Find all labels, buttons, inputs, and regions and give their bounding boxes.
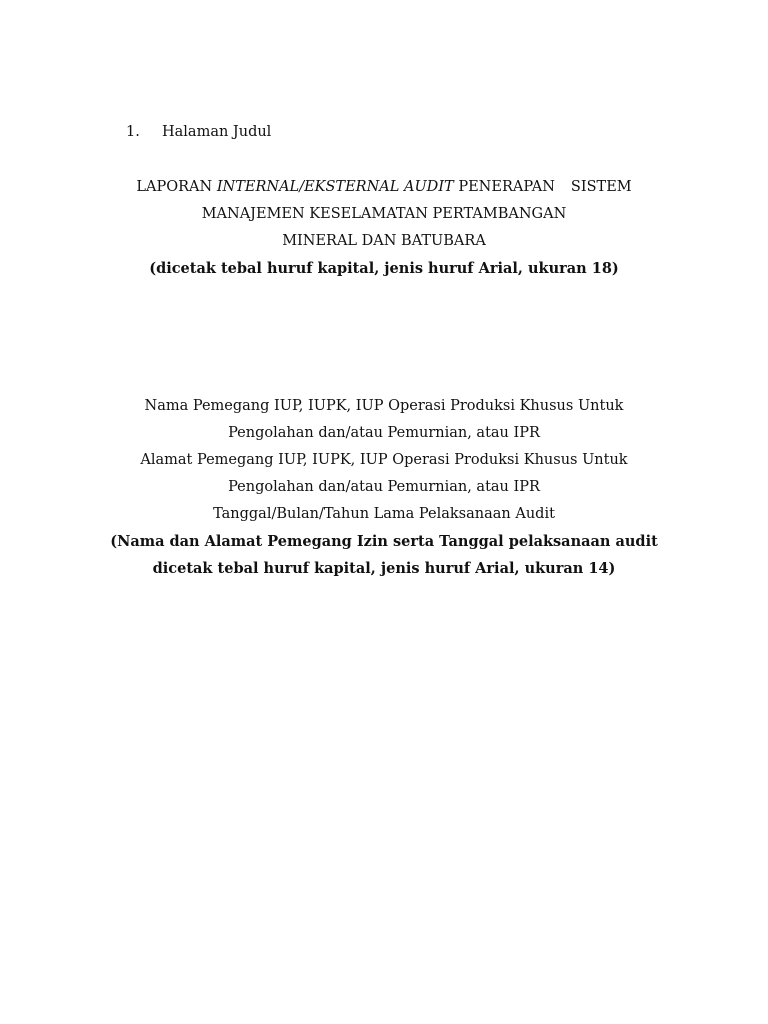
- report-title-note: (dicetak tebal huruf kapital, jenis huruf Arial, ukuran 18): [149, 260, 619, 277]
- report-title-block: [60, 174, 708, 282]
- title-italic: INTERNAL/EKSTERNAL AUDIT: [216, 179, 454, 195]
- holder-address-line-2: Pengolahan dan/atau Pemurnian, atau IPR: [228, 479, 540, 495]
- section-title: Halaman Judul: [162, 124, 272, 140]
- title-prefix: LAPORAN: [136, 179, 217, 195]
- audit-date-line: Tanggal/Bulan/Tahun Lama Pelaksanaan Audit: [213, 506, 555, 522]
- report-title-line-2: MANAJEMEN KESELAMATAN PERTAMBANGAN: [201, 206, 567, 222]
- title-end: SISTEM: [570, 179, 632, 195]
- holder-note-line-1: (Nama dan Alamat Pemegang Izin serta Tanggal pelaksanaan audit: [110, 533, 658, 550]
- section-heading: [126, 124, 271, 140]
- title-middle: PENERAPAN: [453, 179, 555, 195]
- holder-name-line-2: Pengolahan dan/atau Pemurnian, atau IPR: [228, 425, 540, 441]
- holder-info-block: [60, 393, 708, 582]
- section-number: 1.: [126, 124, 140, 140]
- holder-note-line-2: dicetak tebal huruf kapital, jenis huruf Arial, ukuran 14): [152, 560, 616, 577]
- report-title-line-1: [60, 174, 708, 201]
- report-title-line-3: MINERAL DAN BATUBARA: [282, 233, 486, 249]
- holder-address-line-1: Alamat Pemegang IUP, IUPK, IUP Operasi Produksi Khusus Untuk: [140, 452, 628, 468]
- holder-name-line-1: Nama Pemegang IUP, IUPK, IUP Operasi Produksi Khusus Untuk: [144, 398, 624, 414]
